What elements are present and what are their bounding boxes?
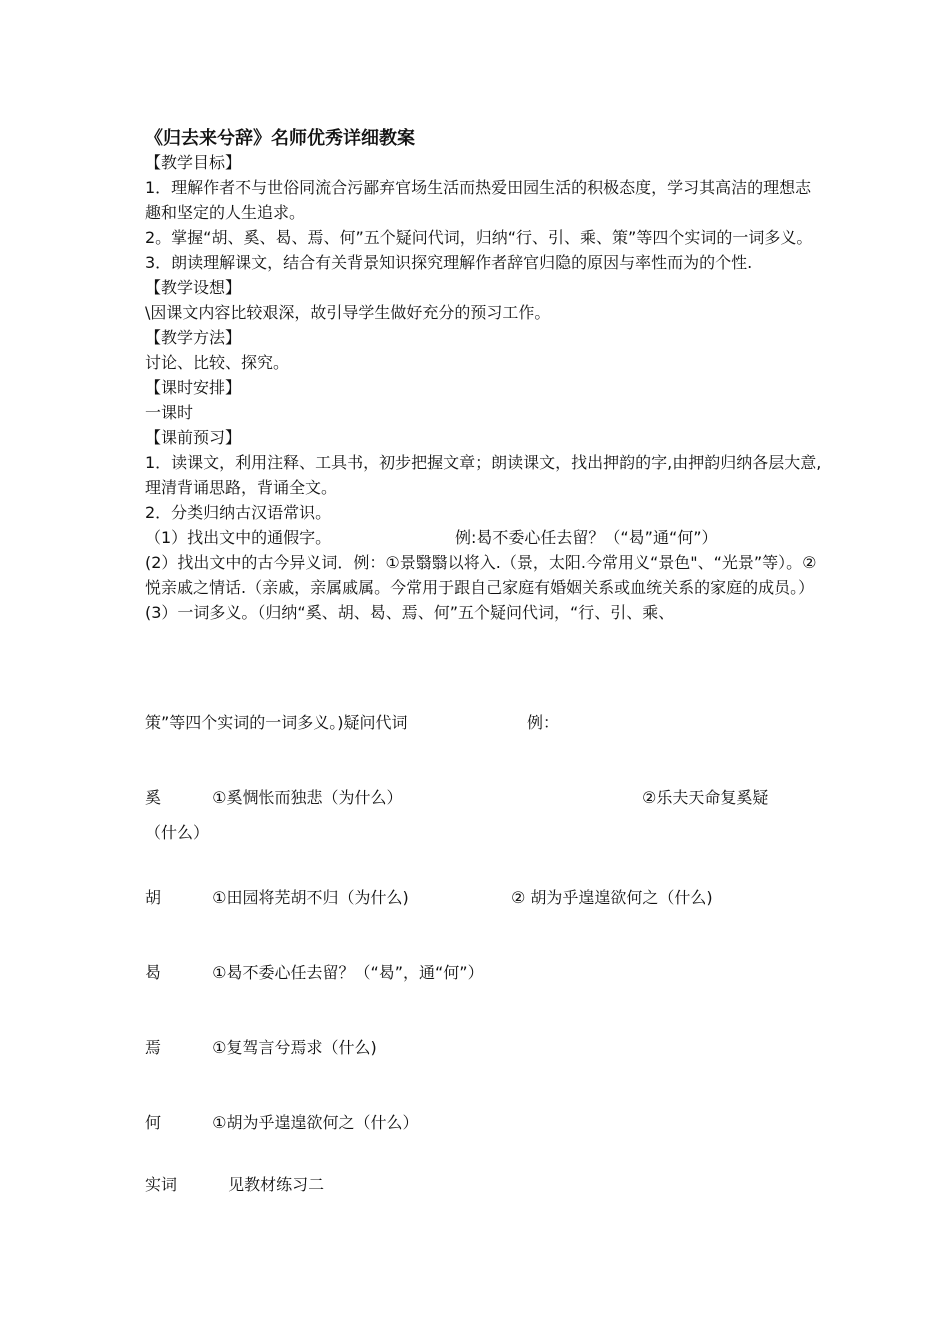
item-3-line-1: (3）一词多义。（归纳“奚、胡、曷、焉、何”五个疑问代词，“行、引、乘、 xyxy=(145,603,675,622)
content-words-row xyxy=(145,1172,324,1197)
section-heading-design: 【教学设想】 xyxy=(145,278,242,297)
pronoun-row-he2 xyxy=(145,1110,418,1135)
goal-1: 1．理解作者不与世俗同流合污鄙弃官场生活而热爱田园生活的积极态度，学习其高洁的理想志趣和坚定的人生追求。 xyxy=(145,178,812,222)
pronoun-key: 曷 xyxy=(145,963,162,982)
pronoun-example-2: ②乐夫天命复奚疑 xyxy=(642,788,769,807)
item-3-line-2: 策”等四个实词的一词多义。)疑问代词 例： xyxy=(145,713,560,732)
methods-text: 讨论、比较、探究。 xyxy=(145,353,290,372)
pronoun-row-hu xyxy=(145,885,713,910)
section-heading-methods: 【教学方法】 xyxy=(145,328,242,347)
item-1 xyxy=(145,525,825,550)
schedule-text: 一课时 xyxy=(145,403,194,422)
content-words-note: 见教材练习二 xyxy=(228,1175,325,1194)
pronoun-key: 胡 xyxy=(145,888,162,907)
section-heading-schedule: 【课时安排】 xyxy=(145,378,242,397)
doc-body xyxy=(145,150,825,625)
item-1-example: 例:曷不委心任去留？（“曷”通“何”） xyxy=(455,528,718,547)
section-heading-preview: 【课前预习】 xyxy=(145,428,242,447)
item-2: (2）找出文中的古今异义词．例：①景翳翳以将入.（景，太阳.今常用义“景色"、“光景”等）。②悦亲戚之情话.（亲戚，亲属戚属。今常用于跟自己家庭有婚姻关系或血统关系的家庭的成员。） xyxy=(145,553,817,597)
pronoun-example-1: ①胡为乎遑遑欲何之（什么） xyxy=(212,1113,419,1132)
pronoun-example-2: ② 胡为乎遑遑欲何之（什么) xyxy=(511,888,713,907)
pronoun-row-yan xyxy=(145,1035,377,1060)
pronoun-key: 焉 xyxy=(145,1038,162,1057)
goal-3: 3．朗读理解课文，结合有关背景知识探究理解作者辞官归隐的原因与率性而为的个性. xyxy=(145,253,753,272)
pronoun-row-xi xyxy=(145,785,769,810)
item-1-text: （1）找出文中的通假字。 xyxy=(145,528,332,547)
pronoun-example-1: ①田园将芜胡不归（为什么) xyxy=(212,888,409,907)
section-heading-goals: 【教学目标】 xyxy=(145,153,242,172)
pronoun-example-1: ①曷不委心任去留？（“曷”，通“何”） xyxy=(212,963,484,982)
preview-2: 2．分类归纳古汉语常识。 xyxy=(145,503,332,522)
design-text: \因课文内容比较艰深，故引导学生做好充分的预习工作。 xyxy=(145,303,551,322)
preview-1: 1．读课文，利用注释、工具书，初步把握文章；朗读课文，找出押韵的字,由押韵归纳各层大意,理清背诵思路，背诵全文。 xyxy=(145,453,822,497)
pronoun-row-xi-cont: （什么） xyxy=(145,823,210,842)
content-words-key: 实词 xyxy=(145,1175,178,1194)
pronoun-key: 何 xyxy=(145,1113,162,1132)
pronoun-example-1: ①复驾言兮焉求（什么) xyxy=(212,1038,377,1057)
goal-2: 2。掌握“胡、奚、曷、焉、何”五个疑问代词，归纳“行、引、乘、策”等四个实词的一词多义。 xyxy=(145,228,813,247)
pronoun-row-he xyxy=(145,960,484,985)
pronoun-example-1: ①奚惆怅而独悲（为什么） xyxy=(212,788,403,807)
pronoun-key: 奚 xyxy=(145,788,162,807)
doc-title: 《归去来兮辞》名师优秀详细教案 xyxy=(145,128,415,149)
